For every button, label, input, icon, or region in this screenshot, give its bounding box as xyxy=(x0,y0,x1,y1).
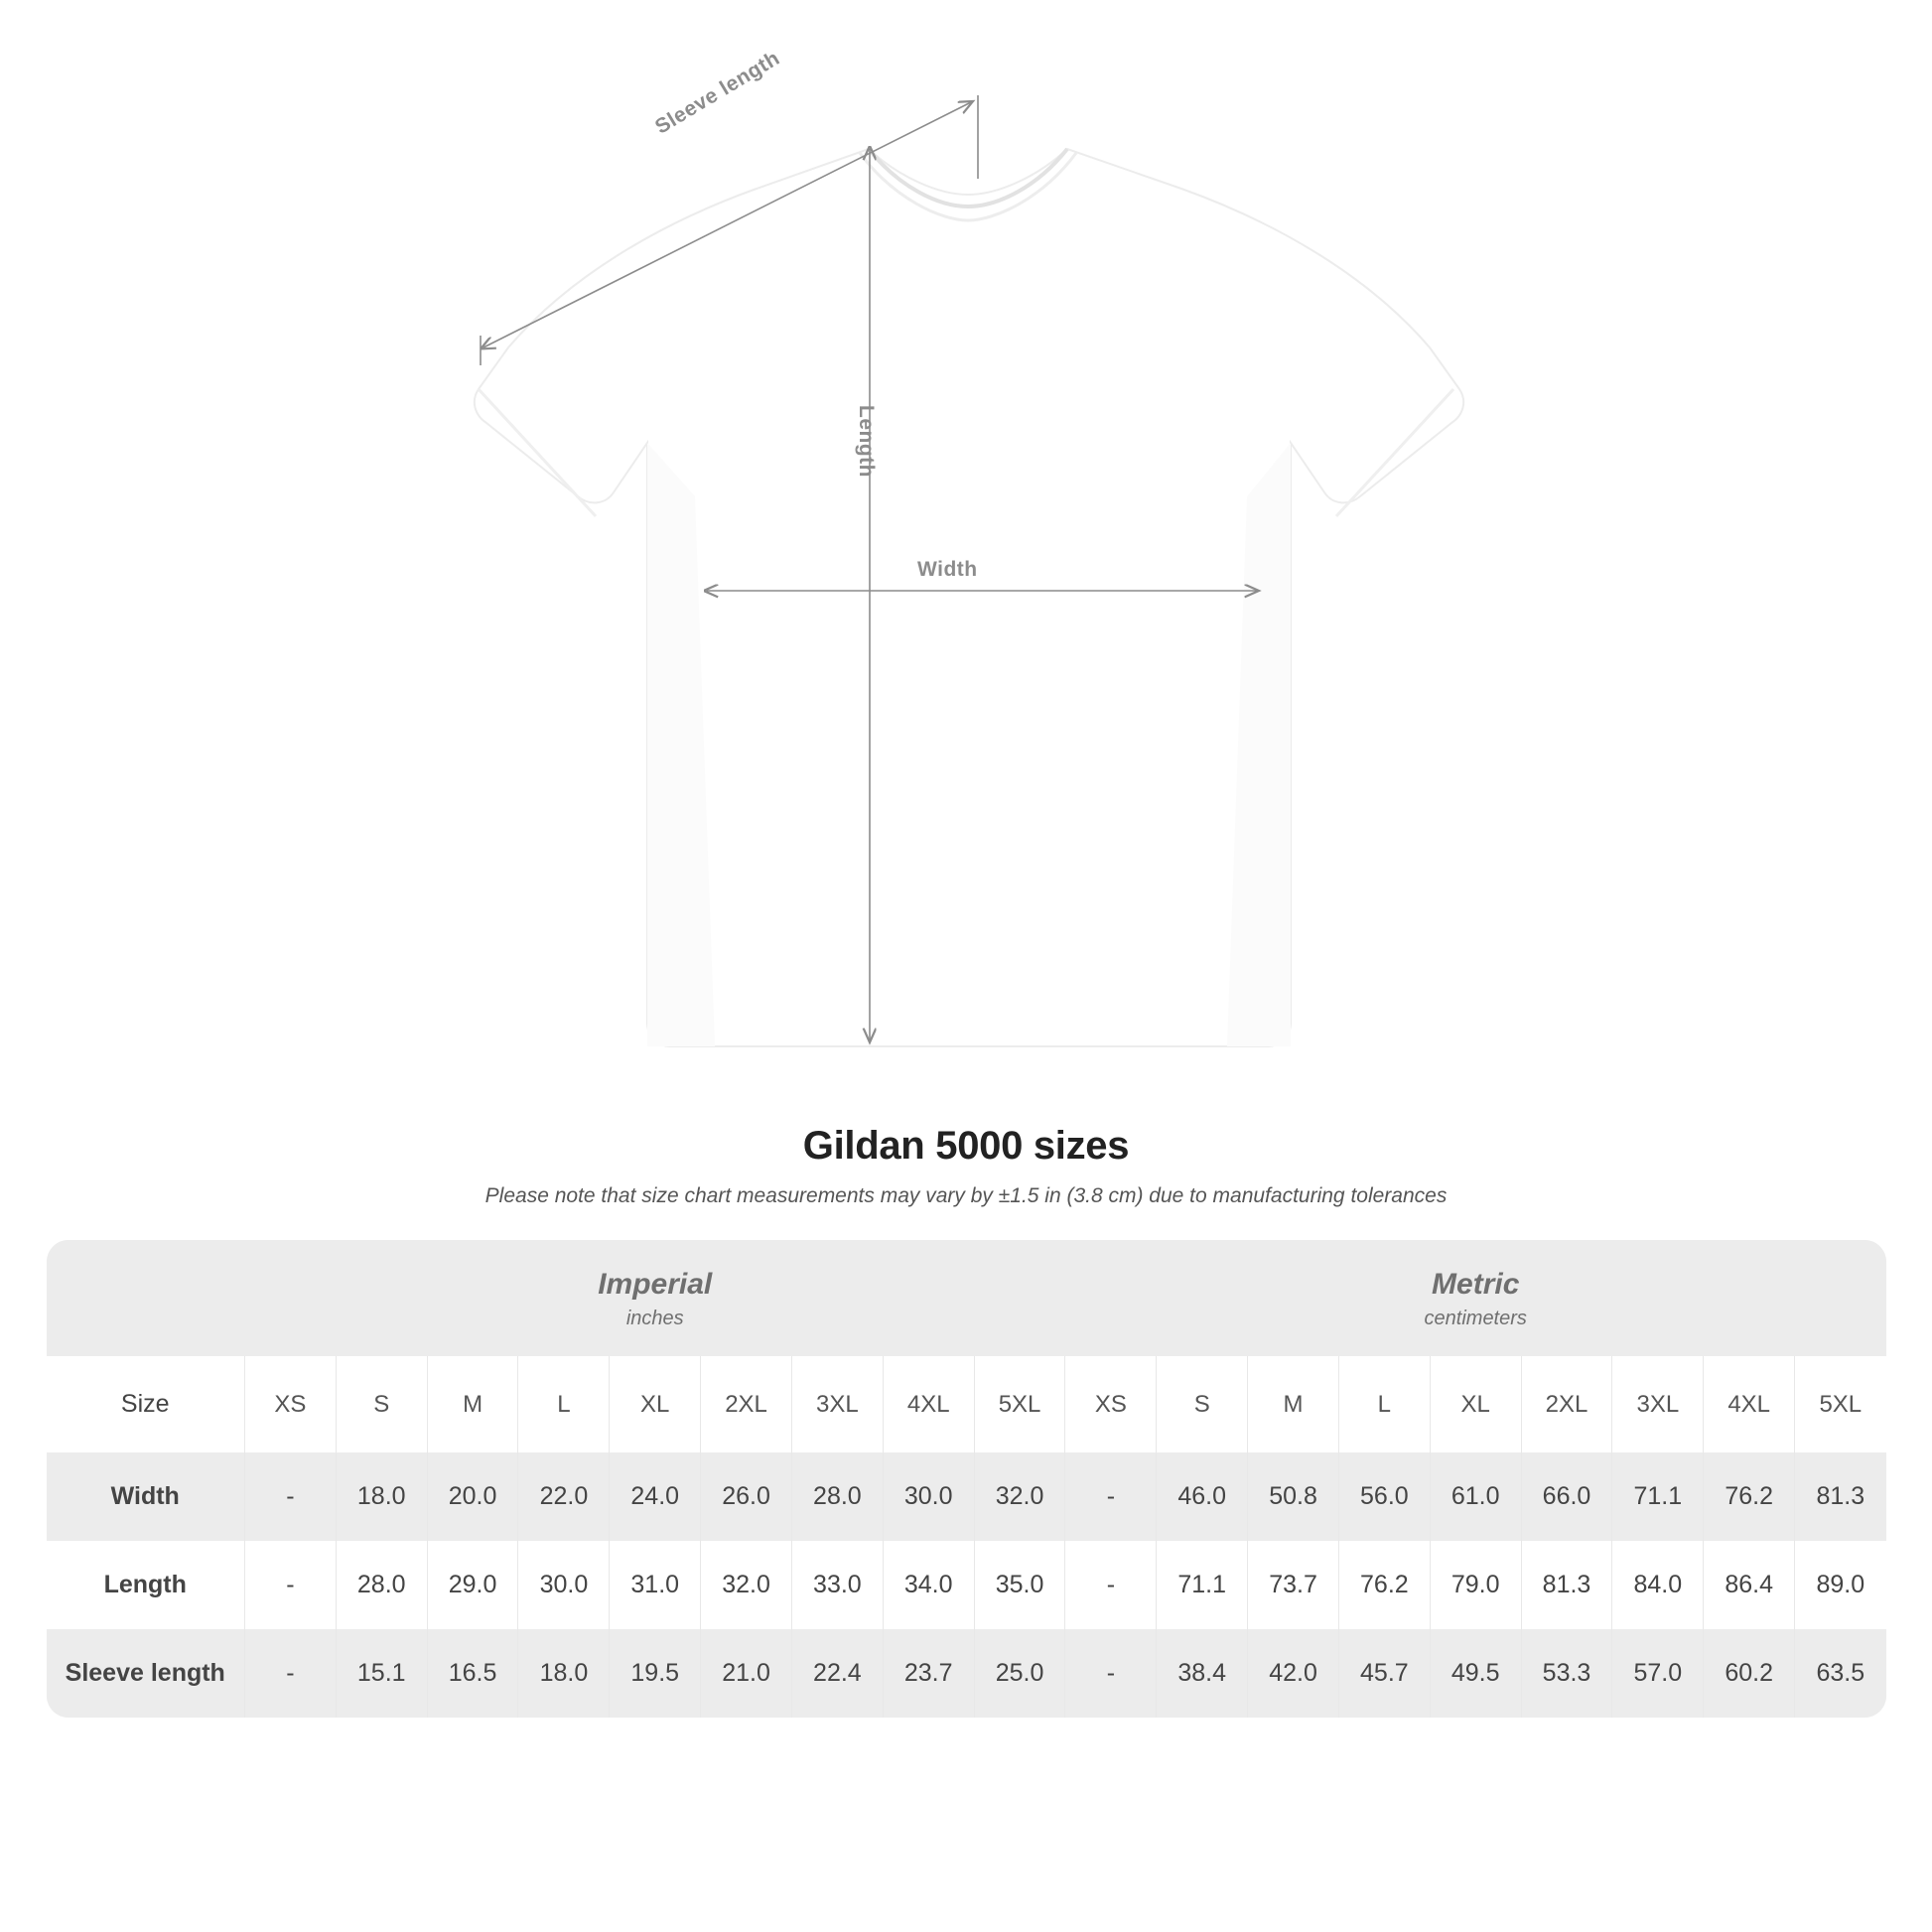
measurement-cell: 29.0 xyxy=(427,1541,518,1629)
title-block xyxy=(0,1124,1932,1208)
size-header-cell: M xyxy=(1248,1356,1339,1452)
measurement-cell: 53.3 xyxy=(1521,1629,1612,1718)
size-chart-table xyxy=(47,1240,1886,1718)
size-header-cell: 5XL xyxy=(974,1356,1065,1452)
size-header-cell: XS xyxy=(245,1356,337,1452)
tolerance-note: Please note that size chart measurements may vary by ±1.5 in (3.8 cm) due to manufacturing tolerances xyxy=(484,1184,1448,1207)
sleeve-length-label: Sleeve length xyxy=(651,46,784,139)
measurement-cell: 42.0 xyxy=(1248,1629,1339,1718)
table-row xyxy=(47,1629,1886,1718)
size-header-cell: S xyxy=(336,1356,427,1452)
measurement-cell: 24.0 xyxy=(610,1452,701,1541)
measurement-cell: 22.0 xyxy=(518,1452,610,1541)
measurement-cell: 73.7 xyxy=(1248,1541,1339,1629)
measurement-cell: 60.2 xyxy=(1704,1629,1795,1718)
measurement-cell: 57.0 xyxy=(1612,1629,1704,1718)
measurement-cell: 45.7 xyxy=(1338,1629,1430,1718)
unit-system-label: Metric xyxy=(1432,1268,1520,1301)
size-header-cell: L xyxy=(518,1356,610,1452)
size-header-cell: S xyxy=(1157,1356,1248,1452)
unit-system-label: Imperial xyxy=(598,1268,713,1301)
measurement-cell: 35.0 xyxy=(974,1541,1065,1629)
measurement-cell: 56.0 xyxy=(1338,1452,1430,1541)
measurement-cell: 28.0 xyxy=(336,1541,427,1629)
size-header-cell: L xyxy=(1338,1356,1430,1452)
measurement-cell: 32.0 xyxy=(974,1452,1065,1541)
measurement-cell: 34.0 xyxy=(883,1541,974,1629)
measurement-cell: 33.0 xyxy=(791,1541,883,1629)
measurement-cell: 30.0 xyxy=(518,1541,610,1629)
size-header-cell: 5XL xyxy=(1795,1356,1886,1452)
measurement-cell: 28.0 xyxy=(791,1452,883,1541)
size-header-cell: 3XL xyxy=(791,1356,883,1452)
measurement-cell: 81.3 xyxy=(1521,1541,1612,1629)
size-header-cell: M xyxy=(427,1356,518,1452)
measurement-cell: - xyxy=(245,1452,337,1541)
size-header-cell: 2XL xyxy=(701,1356,792,1452)
size-header-cell: 4XL xyxy=(1704,1356,1795,1452)
measurement-cell: 76.2 xyxy=(1338,1541,1430,1629)
unit-group-metric xyxy=(1065,1240,1886,1356)
table-row xyxy=(47,1541,1886,1629)
size-header-cell: 4XL xyxy=(883,1356,974,1452)
unit-spacer-cell xyxy=(47,1240,245,1356)
measurement-cell: 63.5 xyxy=(1795,1629,1886,1718)
size-header-row xyxy=(47,1356,1886,1452)
width-label: Width xyxy=(917,558,978,581)
measurement-cell: - xyxy=(245,1541,337,1629)
measurement-cell: 76.2 xyxy=(1704,1452,1795,1541)
unit-sub-label: centimeters xyxy=(1424,1308,1527,1329)
measurement-cell: 25.0 xyxy=(974,1629,1065,1718)
measurement-cell: 81.3 xyxy=(1795,1452,1886,1541)
unit-group-imperial xyxy=(245,1240,1065,1356)
size-header-label: Size xyxy=(47,1356,245,1452)
measurement-cell: 22.4 xyxy=(791,1629,883,1718)
row-label: Sleeve length xyxy=(47,1629,245,1718)
measurement-cell: 30.0 xyxy=(883,1452,974,1541)
measurement-cell: 79.0 xyxy=(1430,1541,1521,1629)
measurement-cell: 18.0 xyxy=(336,1452,427,1541)
size-header-cell: XL xyxy=(1430,1356,1521,1452)
length-label: Length xyxy=(855,405,878,478)
measurement-cell: - xyxy=(1065,1541,1157,1629)
measurement-cell: 19.5 xyxy=(610,1629,701,1718)
unit-sub-label: inches xyxy=(625,1308,684,1329)
measurement-cell: 32.0 xyxy=(701,1541,792,1629)
measurement-cell: 16.5 xyxy=(427,1629,518,1718)
measurement-cell: - xyxy=(245,1629,337,1718)
size-table-container xyxy=(47,1240,1886,1718)
size-header-cell: XL xyxy=(610,1356,701,1452)
measurement-cell: - xyxy=(1065,1452,1157,1541)
size-header-cell: XS xyxy=(1065,1356,1157,1452)
measurement-cell: 84.0 xyxy=(1612,1541,1704,1629)
measurement-cell: - xyxy=(1065,1629,1157,1718)
measurement-cell: 21.0 xyxy=(701,1629,792,1718)
measurement-cell: 71.1 xyxy=(1157,1541,1248,1629)
measurement-cell: 20.0 xyxy=(427,1452,518,1541)
page-title: Gildan 5000 sizes xyxy=(802,1124,1130,1168)
measurement-cell: 61.0 xyxy=(1430,1452,1521,1541)
measurement-cell: 89.0 xyxy=(1795,1541,1886,1629)
measurement-cell: 31.0 xyxy=(610,1541,701,1629)
table-row xyxy=(47,1452,1886,1541)
tshirt-shape xyxy=(475,149,1463,1046)
measurement-cell: 50.8 xyxy=(1248,1452,1339,1541)
measurement-cell: 71.1 xyxy=(1612,1452,1704,1541)
measurement-cell: 66.0 xyxy=(1521,1452,1612,1541)
size-header-cell: 3XL xyxy=(1612,1356,1704,1452)
measurement-cell: 38.4 xyxy=(1157,1629,1248,1718)
row-label: Width xyxy=(47,1452,245,1541)
measurement-cell: 49.5 xyxy=(1430,1629,1521,1718)
measurement-cell: 23.7 xyxy=(883,1629,974,1718)
measurement-cell: 46.0 xyxy=(1157,1452,1248,1541)
unit-header-row xyxy=(47,1240,1886,1356)
measurement-cell: 86.4 xyxy=(1704,1541,1795,1629)
measurement-cell: 26.0 xyxy=(701,1452,792,1541)
measurement-cell: 18.0 xyxy=(518,1629,610,1718)
measurement-cell: 15.1 xyxy=(336,1629,427,1718)
row-label: Length xyxy=(47,1541,245,1629)
size-header-cell: 2XL xyxy=(1521,1356,1612,1452)
